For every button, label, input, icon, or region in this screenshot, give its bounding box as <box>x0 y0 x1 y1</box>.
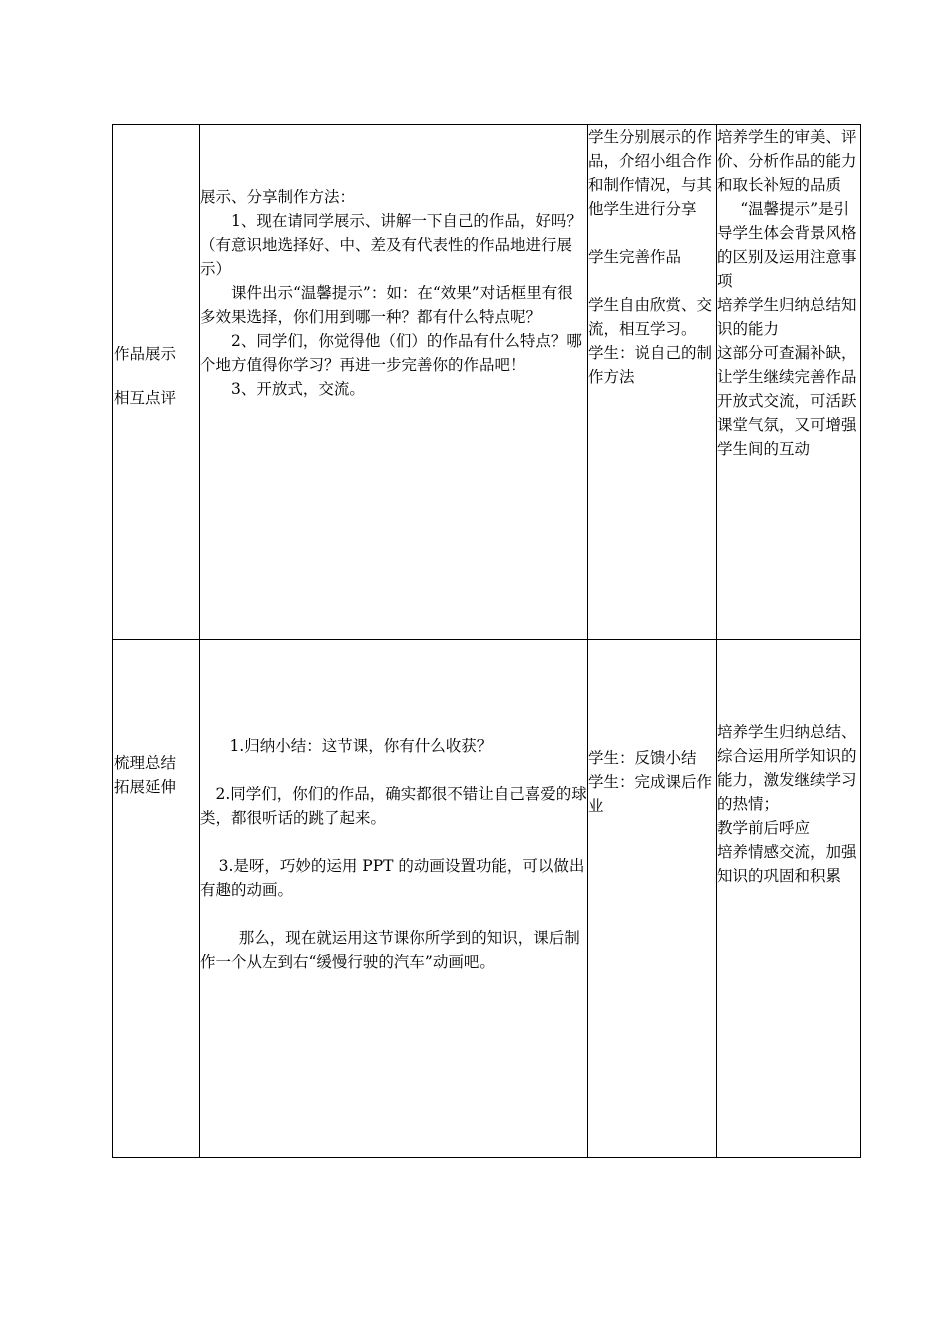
paragraph: 那么，现在就运用这节课你所学到的知识，课后制作一个从左到右“缓慢行驶的汽车”动画吧。 <box>200 929 580 971</box>
table-row <box>113 640 861 1158</box>
paragraph: 培养学生归纳总结、综合运用所学知识的能力，激发继续学习的热情； <box>717 723 857 813</box>
paragraph: 学生：完成课后作业 <box>588 773 713 815</box>
paragraph: 这部分可查漏补缺，让学生继续完善作品 <box>717 344 857 386</box>
paragraph: 学生自由欣赏、交流，相互学习。 <box>588 296 713 338</box>
paragraph: 培养学生归纳总结知识的能力 <box>717 296 857 338</box>
teacher-activity-cell <box>200 125 588 640</box>
paragraph: “温馨提示”是引导学生体会背景风格的区别及运用注意事项 <box>717 200 857 290</box>
student-activity-cell <box>588 640 717 1158</box>
section-title: 展示、分享制作方法： <box>200 188 356 206</box>
paragraph: 学生：说自己的制作方法 <box>588 344 713 386</box>
paragraph: 教学前后呼应 <box>717 819 811 837</box>
paragraph: 3.是呀，巧妙的运用 PPT 的动画设置功能，可以做出有趣的动画。 <box>200 857 585 899</box>
paragraph: 学生：反馈小结 <box>588 749 697 767</box>
paragraph: 学生完善作品 <box>588 248 682 266</box>
paragraph: 3、开放式，交流。 <box>231 380 365 398</box>
design-intent-cell <box>717 640 861 1158</box>
paragraph: 开放式交流，可活跃课堂气氛，又可增强学生间的互动 <box>717 392 857 458</box>
paragraph: 1、现在请同学展示、讲解一下自己的作品，好吗？（有意识地选择好、中、差及有代表性的作品地进行展示） <box>200 212 582 278</box>
paragraph: 培养学生的审美、评价、分析作品的能力和取长补短的品质 <box>717 128 857 194</box>
table-row <box>113 125 861 640</box>
stage-cell <box>113 640 200 1158</box>
paragraph: 2、同学们，你觉得他（们）的作品有什么特点？哪个地方值得你学习？再进一步完善你的作品吧！ <box>200 332 582 374</box>
paragraph: 课件出示“温馨提示”：如：在“效果”对话框里有很多效果选择，你们用到哪一种？都有什么特点呢？ <box>200 284 573 326</box>
paragraph: 学生分别展示的作品，介绍小组合作和制作情况，与其他学生进行分享 <box>588 128 713 218</box>
teacher-activity-cell <box>200 640 588 1158</box>
design-intent-cell <box>717 125 861 640</box>
paragraph: 培养情感交流，加强知识的巩固和积累 <box>717 843 857 885</box>
paragraph: 2.同学们，你们的作品，确实都很不错让自己喜爱的球类，都很听话的跳了起来。 <box>200 785 587 827</box>
student-activity-cell <box>588 125 717 640</box>
stage-line: 拓展延伸 <box>114 778 177 796</box>
stage-line: 梳理总结 <box>114 754 177 772</box>
stage-line: 相互点评 <box>114 389 177 407</box>
lesson-plan-table <box>112 124 861 1158</box>
stage-cell <box>113 125 200 640</box>
paragraph: 1.归纳小结：这节课，你有什么收获？ <box>229 737 493 755</box>
stage-line: 作品展示 <box>114 345 177 363</box>
